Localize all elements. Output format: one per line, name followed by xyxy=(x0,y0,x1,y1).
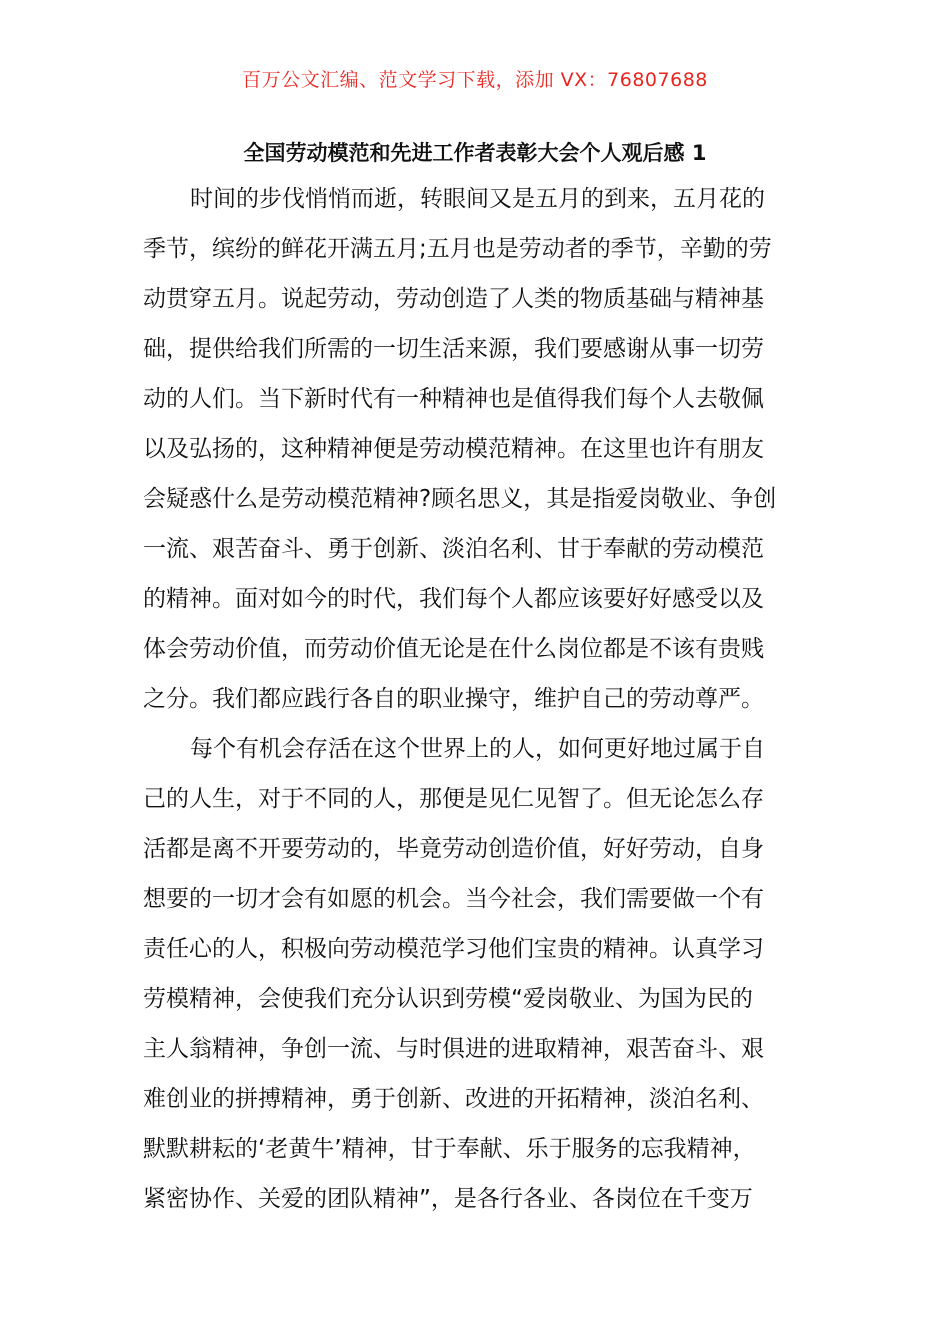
document-title: 全国劳动模范和先进工作者表彰大会个人观后感 1 xyxy=(243,141,707,165)
paragraph-line: 动的人们。当下新时代有一种精神也是值得我们每个人去敬佩 xyxy=(143,386,764,412)
paragraph-line: 想要的一切才会有如愿的机会。当今社会，我们需要做一个有 xyxy=(143,886,764,912)
header-watermark-note: 百万公文汇编、范文学习下载，添加 VX：76807688 xyxy=(242,69,708,91)
paragraph-line: 紧密协作、关爱的团队精神”，是各行各业、各岗位在千变万 xyxy=(143,1186,753,1212)
paragraph-line: 时间的步伐悄悄而逝，转眼间又是五月的到来，五月花的 xyxy=(190,186,765,212)
paragraph-line: 责任心的人，积极向劳动模范学习他们宝贵的精神。认真学习 xyxy=(143,936,764,962)
document-body xyxy=(143,174,809,1224)
paragraph-line: 活都是离不开要劳动的，毕竟劳动创造价值，好好劳动，自身 xyxy=(143,836,764,862)
paragraph-line: 季节，缤纷的鲜花开满五月;五月也是劳动者的季节，辛勤的劳 xyxy=(143,236,772,262)
paragraph-line: 之分。我们都应践行各自的职业操守，维护自己的劳动尊严。 xyxy=(143,686,764,712)
paragraph-line: 劳模精神，会使我们充分认识到劳模“爱岗敬业、为国为民的 xyxy=(143,986,753,1012)
paragraph-line: 每个有机会存活在这个世界上的人，如何更好地过属于自 xyxy=(190,736,765,762)
paragraph-line: 默默耕耘的‘老黄牛’精神，甘于奉献、乐于服务的忘我精神， xyxy=(143,1136,756,1162)
paragraph-line: 础，提供给我们所需的一切生活来源，我们要感谢从事一切劳 xyxy=(143,336,764,362)
paragraph-line: 会疑惑什么是劳动模范精神?顾名思义，其是指爱岗敬业、争创 xyxy=(143,486,777,512)
paragraph-line: 难创业的拼搏精神，勇于创新、改进的开拓精神，淡泊名利、 xyxy=(143,1086,764,1112)
paragraph-line: 主人翁精神，争创一流、与时俱进的进取精神，艰苦奋斗、艰 xyxy=(143,1036,764,1062)
paragraph-line: 己的人生，对于不同的人，那便是见仁见智了。但无论怎么存 xyxy=(143,786,764,812)
paragraph-line: 动贯穿五月。说起劳动，劳动创造了人类的物质基础与精神基 xyxy=(143,286,764,312)
paragraph-line: 一流、艰苦奋斗、勇于创新、淡泊名利、甘于奉献的劳动模范 xyxy=(143,536,764,562)
paragraph-line: 以及弘扬的，这种精神便是劳动模范精神。在这里也许有朋友 xyxy=(143,436,764,462)
paragraph-line: 体会劳动价值，而劳动价值无论是在什么岗位都是不该有贵贱 xyxy=(143,636,764,662)
paragraph-line: 的精神。面对如今的时代，我们每个人都应该要好好感受以及 xyxy=(143,586,764,612)
